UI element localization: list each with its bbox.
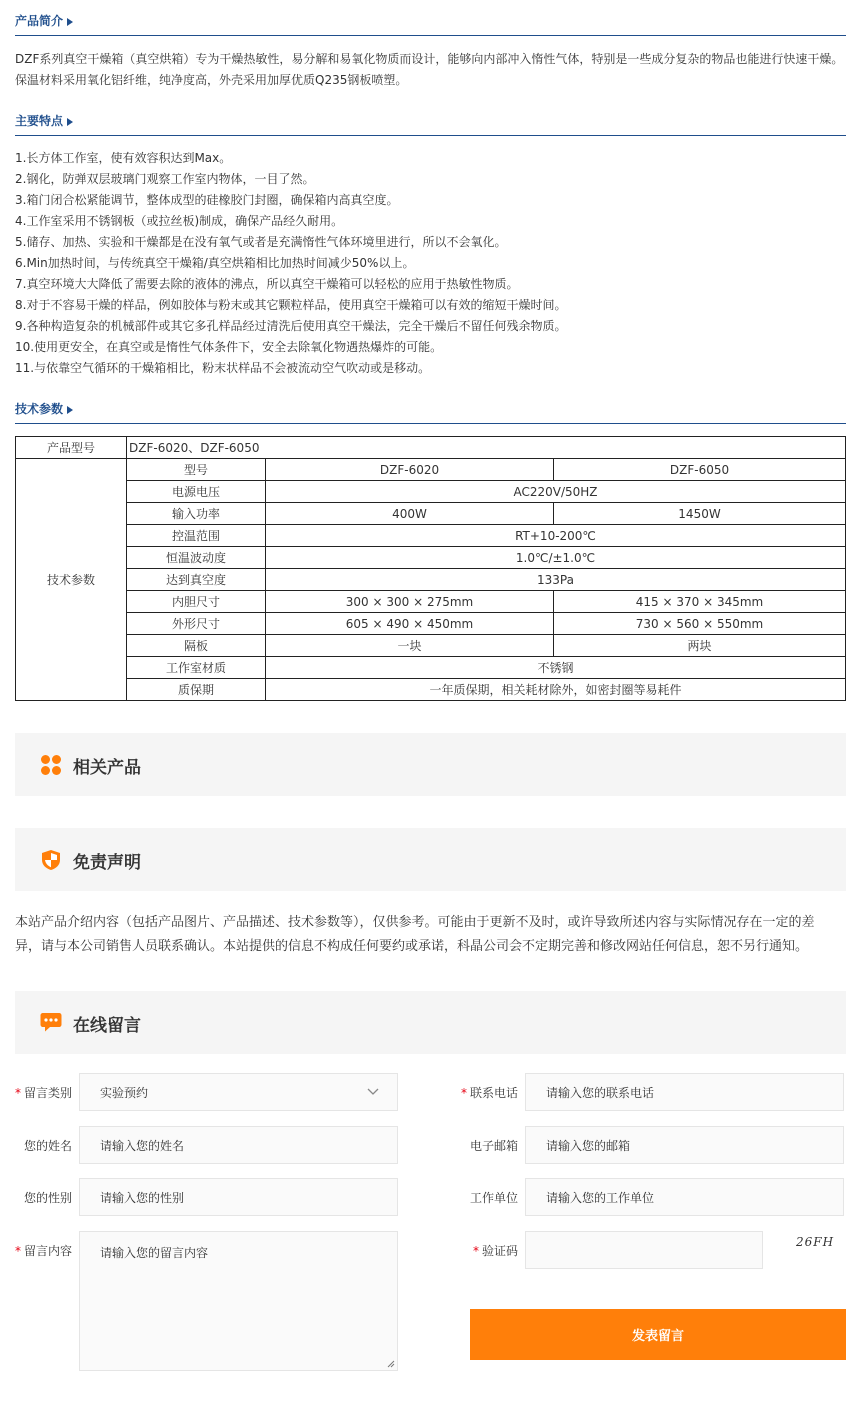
table-row (16, 613, 846, 635)
row-value-b: 两块 (554, 635, 846, 657)
row-value-b: 415 × 370 × 345mm (554, 591, 846, 613)
row-value-a: 400W (266, 503, 554, 525)
row-label: 质保期 (127, 679, 266, 701)
row-label: 隔板 (127, 635, 266, 657)
company-input[interactable]: 请输入您的工作单位 (525, 1178, 844, 1216)
table-row (16, 459, 846, 481)
row-value-a: 605 × 490 × 450mm (266, 613, 554, 635)
required-mark: * (14, 1244, 21, 1258)
intro-heading (15, 12, 73, 29)
row-value: AC220V/50HZ (266, 481, 846, 503)
header-label-cell: 型号 (127, 459, 266, 481)
list-item: 7.真空环境大大降低了需要去除的液体的沸点，所以真空干燥箱可以轻松的应用于热敏性物质。 (15, 277, 519, 291)
chat-bubble-icon (40, 1011, 62, 1033)
row-label: 控温范围 (127, 525, 266, 547)
category-label-text: 留言类别 (23, 1086, 72, 1100)
content-label (12, 1242, 72, 1259)
phone-label (458, 1084, 518, 1101)
row-value-a: 一块 (266, 635, 554, 657)
intro-text: DZF系列真空干燥箱（真空烘箱）专为干燥热敏性，易分解和易氧化物质而设计，能够向内部冲入惰性气体，特别是一些成分复杂的物品也能进行快速干燥。保温材料采用氧化铝纤维，纯净度高，外壳采用加厚优质Q235钢板喷塑。 (15, 52, 844, 87)
specs-section-header (15, 396, 846, 424)
email-label: 电子邮箱 (469, 1139, 518, 1153)
row-label: 外形尺寸 (127, 613, 266, 635)
table-row (16, 525, 846, 547)
message-title: 在线留言 (73, 1016, 141, 1036)
captcha-label (458, 1242, 518, 1259)
table-row (16, 481, 846, 503)
disclaimer-text: 本站产品介绍内容（包括产品图片、产品描述、技术参数等），仅供参考。可能由于更新不及时，或许导致所述内容与实际情况存在一定的差异，请与本公司销售人员联系确认。本站提供的信息不构成任何要约或承诺，科晶公司会不定期完善和修改网站任何信息，恕不另行通知。 (15, 915, 815, 954)
disclaimer-header (15, 828, 846, 891)
row-label: 电源电压 (127, 481, 266, 503)
row-label: 内胆尺寸 (127, 591, 266, 613)
row-value: 133Pa (266, 569, 846, 591)
row-label: 工作室材质 (127, 657, 266, 679)
message-header (15, 991, 846, 1054)
related-products-title: 相关产品 (73, 758, 141, 778)
triangle-right-icon (67, 18, 73, 26)
name-input[interactable]: 请输入您的姓名 (79, 1126, 398, 1164)
chevron-down-icon (367, 1088, 379, 1096)
category-select[interactable] (79, 1073, 398, 1111)
row-value-a: 300 × 300 × 275mm (266, 591, 554, 613)
table-row (16, 503, 846, 525)
header-col-b: DZF-6050 (554, 459, 846, 481)
row-label: 恒温波动度 (127, 547, 266, 569)
name-label: 您的姓名 (23, 1139, 72, 1153)
resize-handle-icon[interactable] (387, 1360, 395, 1368)
intro-heading-text: 产品简介 (15, 14, 64, 28)
triangle-right-icon (67, 406, 73, 414)
row-value-b: 730 × 560 × 550mm (554, 613, 846, 635)
phone-input[interactable]: 请输入您的联系电话 (525, 1073, 844, 1111)
list-item: 2.钢化，防弹双层玻璃门观察工作室内物体，一目了然。 (15, 172, 315, 186)
table-row (16, 591, 846, 613)
content-textarea[interactable] (79, 1231, 398, 1371)
list-item: 6.Min加热时间，与传统真空干燥箱/真空烘箱相比加热时间减少50%以上。 (15, 256, 415, 270)
list-item: 9.各种构造复杂的机械部件或其它多孔样品经过清洗后使用真空干燥法，完全干燥后不留任何残余物质。 (15, 319, 567, 333)
model-label-cell: 产品型号 (16, 437, 127, 459)
email-input[interactable]: 请输入您的邮箱 (525, 1126, 844, 1164)
triangle-right-icon (67, 118, 73, 126)
captcha-label-text: 验证码 (481, 1244, 518, 1258)
required-mark: * (460, 1086, 467, 1100)
header-col-a: DZF-6020 (266, 459, 554, 481)
disclaimer-title: 免责声明 (73, 853, 141, 873)
category-label (12, 1084, 72, 1101)
phone-label-text: 联系电话 (469, 1086, 518, 1100)
content-label-text: 留言内容 (23, 1244, 72, 1258)
shield-icon (40, 849, 62, 871)
features-heading-text: 主要特点 (15, 114, 64, 128)
table-row (16, 547, 846, 569)
spec-table (15, 436, 846, 701)
features-list (15, 148, 850, 379)
row-value: 1.0℃/±1.0℃ (266, 547, 846, 569)
required-mark: * (14, 1086, 21, 1100)
captcha-image[interactable]: 26FH (796, 1235, 835, 1249)
row-value-b: 1450W (554, 503, 846, 525)
model-value-cell: DZF-6020、DZF-6050 (127, 437, 846, 459)
list-item: 4.工作室采用不锈钢板（或拉丝板)制成，确保产品经久耐用。 (15, 214, 344, 228)
list-item: 8.对于不容易干燥的样品，例如胶体与粉末或其它颗粒样品，使用真空干燥箱可以有效的缩短干燥时间。 (15, 298, 567, 312)
grid-icon (40, 754, 62, 776)
group-label-cell: 技术参数 (16, 459, 127, 701)
gender-label: 您的性别 (23, 1191, 72, 1205)
table-row (16, 437, 846, 459)
list-item: 1.长方体工作室，使有效容积达到Max。 (15, 151, 232, 165)
content-placeholder: 请输入您的留言内容 (100, 1246, 209, 1260)
submit-button[interactable]: 发表留言 (470, 1309, 846, 1360)
features-heading (15, 112, 73, 129)
row-label: 达到真空度 (127, 569, 266, 591)
list-item: 5.储存、加热、实验和干燥都是在没有氧气或者是充满惰性气体环境里进行，所以不会氧化。 (15, 235, 507, 249)
row-label: 输入功率 (127, 503, 266, 525)
gender-input[interactable]: 请输入您的性别 (79, 1178, 398, 1216)
category-select-value: 实验预约 (100, 1085, 149, 1100)
related-products-header (15, 733, 846, 796)
row-value: 一年质保期，相关耗材除外，如密封圈等易耗件 (266, 679, 846, 701)
specs-heading-text: 技术参数 (15, 402, 64, 416)
intro-section-header (15, 8, 846, 36)
features-section-header (15, 108, 846, 136)
list-item: 11.与依靠空气循环的干燥箱相比，粉末状样品不会被流动空气吹动或是移动。 (15, 361, 431, 375)
row-value: RT+10-200℃ (266, 525, 846, 547)
specs-heading (15, 400, 73, 417)
list-item: 10.使用更安全，在真空或是惰性气体条件下，安全去除氧化物遇热爆炸的可能。 (15, 340, 443, 354)
table-row (16, 569, 846, 591)
list-item: 3.箱门闭合松紧能调节，整体成型的硅橡胶门封圈，确保箱内高真空度。 (15, 193, 399, 207)
table-row (16, 657, 846, 679)
table-row (16, 679, 846, 701)
captcha-input[interactable] (525, 1231, 763, 1269)
required-mark: * (472, 1244, 479, 1258)
table-row (16, 635, 846, 657)
row-value: 不锈钢 (266, 657, 846, 679)
company-label: 工作单位 (469, 1191, 518, 1205)
